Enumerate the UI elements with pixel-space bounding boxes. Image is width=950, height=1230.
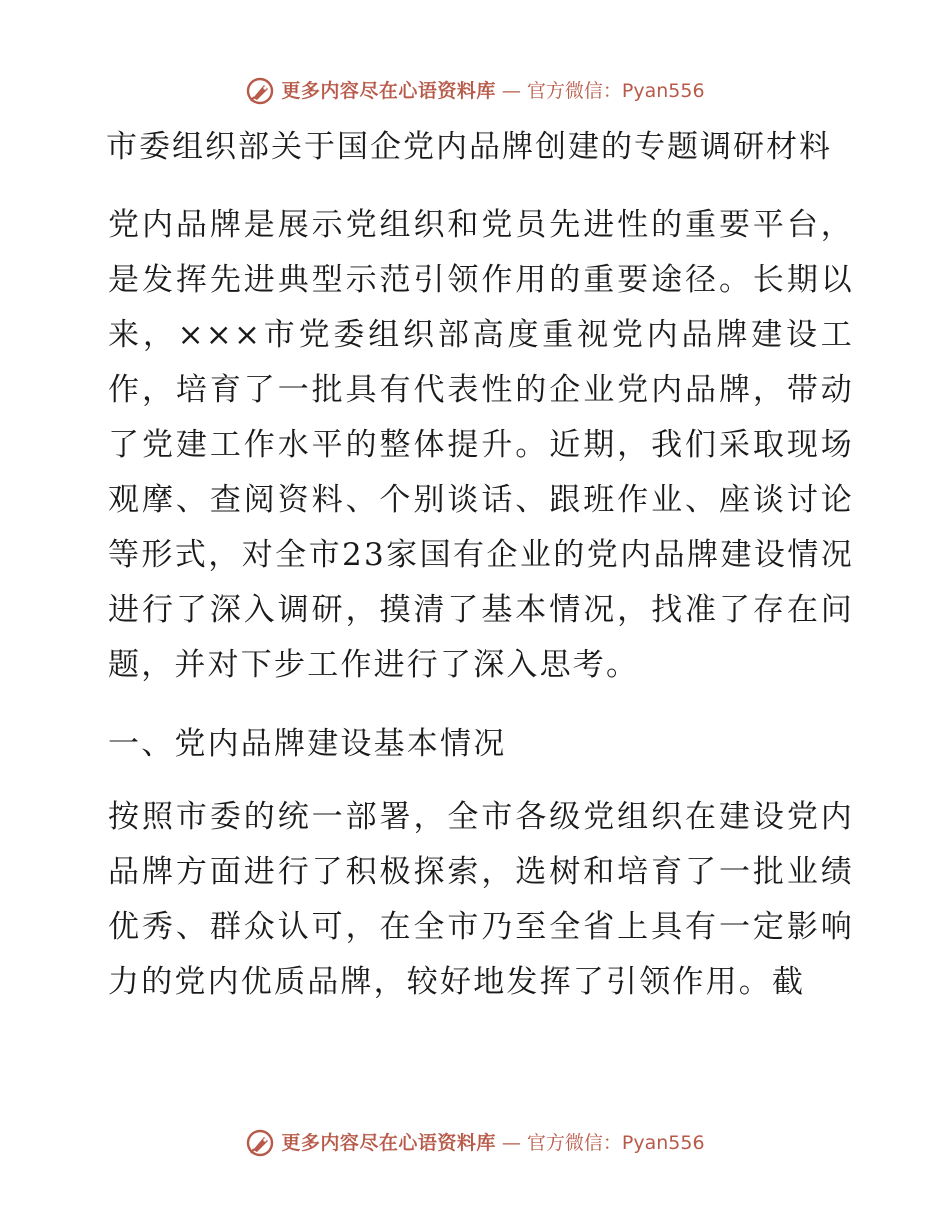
watermark-header <box>0 76 950 106</box>
pen-nib-logo-icon <box>245 1128 275 1158</box>
paragraph-section-1: 按照市委的统一部署，全市各级党组织在建设党内品牌方面进行了积极探索，选树和培育了一批业绩优秀、群众认可，在全市乃至全省上具有一定影响力的党内优质品牌，较好地发挥了引领作用。截 <box>108 799 854 1000</box>
watermark-wechat: 官方微信：Pyan556 <box>526 1132 705 1154</box>
watermark-footer <box>0 1128 950 1158</box>
watermark-brand: 更多内容尽在心语资料库 <box>281 80 496 102</box>
paragraph-intro: 党内品牌是展示党组织和党员先进性的重要平台，是发挥先进典型示范引领作用的重要途径。长期以来，×××市党委组织部高度重视党内品牌建设工作，培育了一批具有代表性的企业党内品牌，带动了党建工作水平的整体提升。近期，我们采取现场观摩、查阅资料、个别谈话、跟班作业、座谈讨论等形式，对全市23家国有企业的党内品牌建设情况进行了深入调研，摸清了基本情况，找准了存在问题，并对下步工作进行了深入思考。 <box>108 207 854 683</box>
watermark-separator: — <box>501 80 521 102</box>
watermark-brand: 更多内容尽在心语资料库 <box>281 1132 496 1154</box>
section-heading-1: 一、党内品牌建设基本情况 <box>108 726 507 762</box>
watermark-separator: — <box>501 1132 521 1154</box>
document-body <box>98 124 854 1010</box>
pen-nib-logo-icon <box>245 76 275 106</box>
watermark-wechat: 官方微信：Pyan556 <box>526 80 705 102</box>
document-title: 市委组织部关于国企党内品牌创建的专题调研材料 <box>106 129 832 165</box>
